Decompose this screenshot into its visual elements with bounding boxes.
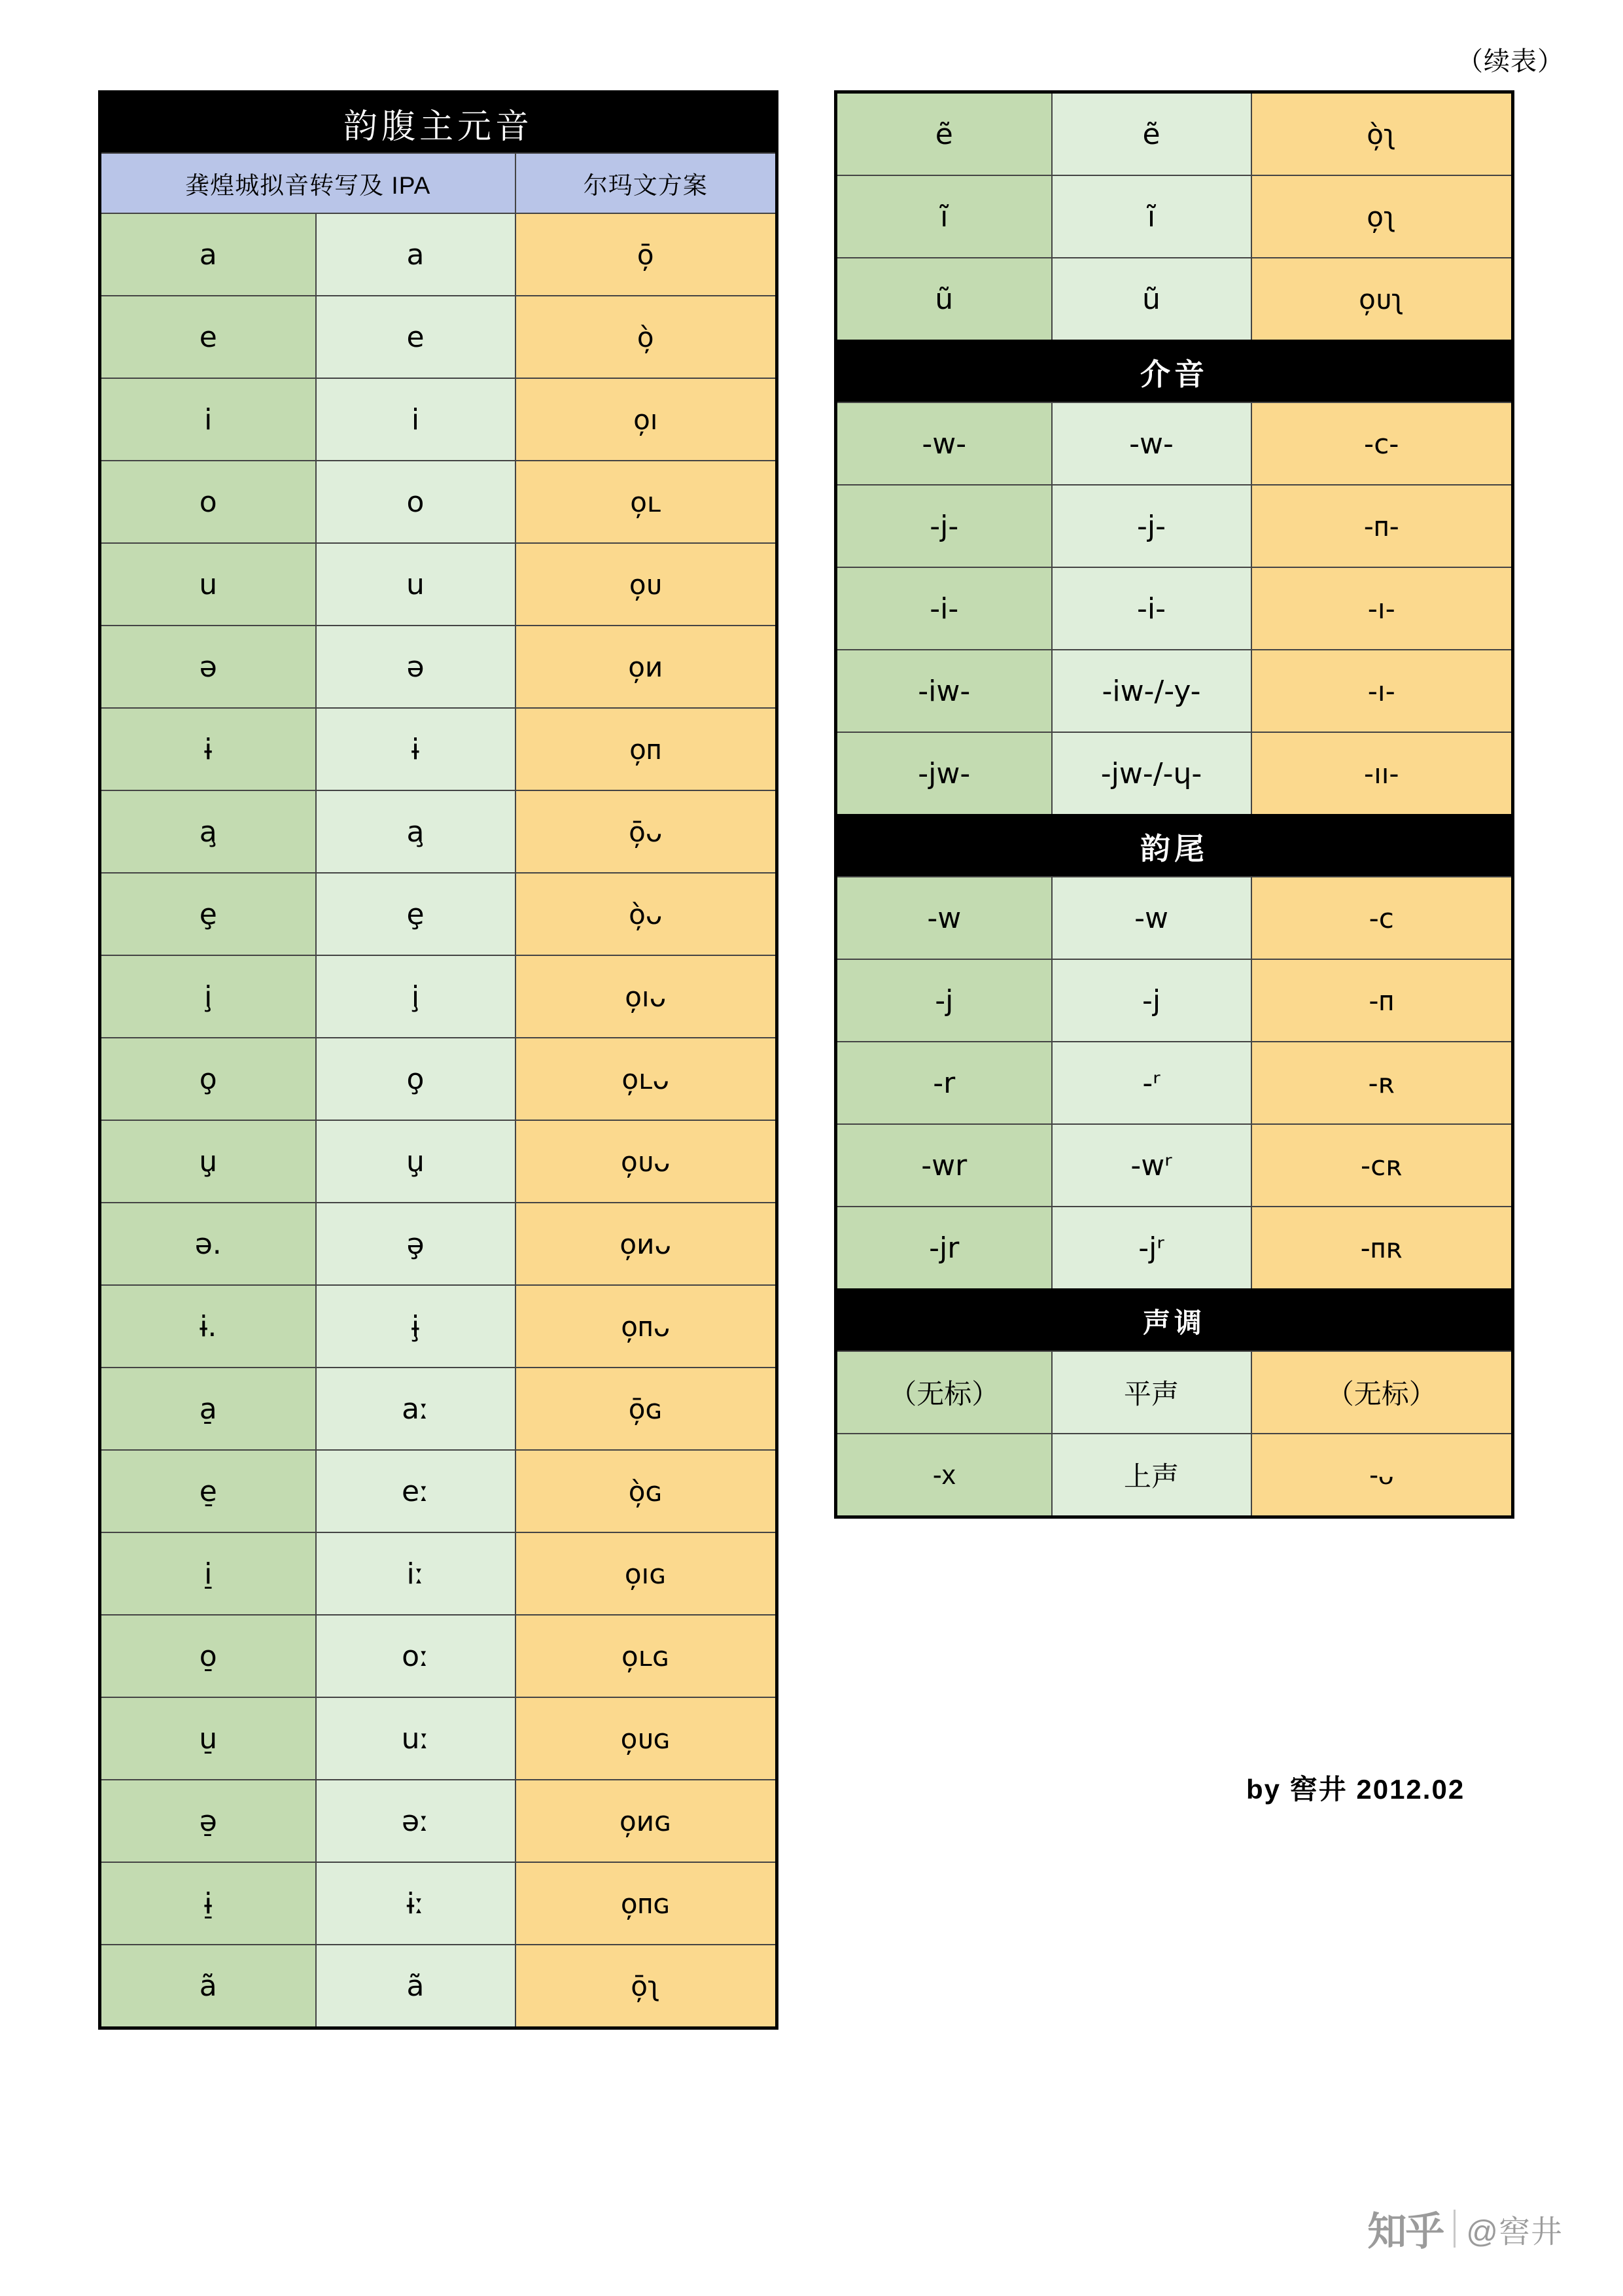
cell-ermawen: o̦ʟᴗ bbox=[515, 1038, 777, 1120]
cell-ipa: eː bbox=[316, 1450, 515, 1532]
table-row bbox=[100, 1038, 777, 1120]
cell-ipa: ɨ bbox=[316, 708, 515, 790]
cell-ipa: ẽ bbox=[1052, 92, 1251, 176]
cell-transliteration: ə. bbox=[100, 1203, 316, 1285]
table-row bbox=[100, 1532, 777, 1615]
cell-ermawen: o̦ʟ bbox=[515, 461, 777, 543]
table-row bbox=[100, 873, 777, 955]
cell-ipa: i bbox=[316, 378, 515, 461]
cell-transliteration: ə̠ bbox=[100, 1780, 316, 1862]
cell-ipa: ə bbox=[316, 626, 515, 708]
tone-title: 声调 bbox=[836, 1290, 1513, 1352]
cell-transliteration: i̧ bbox=[100, 955, 316, 1038]
cell-ermawen: ò̦ bbox=[515, 296, 777, 378]
table-row bbox=[836, 92, 1513, 176]
table-row bbox=[836, 1207, 1513, 1290]
table-row bbox=[100, 378, 777, 461]
cell-ermawen: -ʀ bbox=[1251, 1042, 1513, 1124]
cell-transliteration: ã bbox=[100, 1945, 316, 2028]
cell-transliteration: -j- bbox=[836, 485, 1052, 567]
cell-transliteration: -w bbox=[836, 877, 1052, 959]
table-row bbox=[100, 708, 777, 790]
cell-ermawen: -ᴨʀ bbox=[1251, 1207, 1513, 1290]
cell-ermawen: o̦ᴨ bbox=[515, 708, 777, 790]
cell-transliteration: ɨ̠ bbox=[100, 1862, 316, 1945]
cell-ipa: i̧ bbox=[316, 955, 515, 1038]
main-table-column-headers bbox=[100, 153, 777, 213]
table-row bbox=[100, 955, 777, 1038]
table-row bbox=[100, 1203, 777, 1285]
medial-section-header bbox=[836, 342, 1513, 403]
cell-ermawen: ò̦ᴗ bbox=[515, 873, 777, 955]
cell-transliteration: -iw- bbox=[836, 650, 1052, 732]
cell-ipa: uː bbox=[316, 1697, 515, 1780]
cell-transliteration: （无标） bbox=[836, 1351, 1052, 1434]
cell-ipa: -j bbox=[1052, 959, 1251, 1042]
cell-ipa: əː bbox=[316, 1780, 515, 1862]
cell-ipa: ĩ bbox=[1052, 175, 1251, 258]
cell-transliteration: ɨ. bbox=[100, 1285, 316, 1368]
cell-ipa: ɨː bbox=[316, 1862, 515, 1945]
author-signature: by 窖井 2012.02 bbox=[1246, 1774, 1465, 1805]
cell-transliteration: ə bbox=[100, 626, 316, 708]
cell-ipa: ɨ̧ bbox=[316, 1285, 515, 1368]
cell-transliteration: -w- bbox=[836, 402, 1052, 485]
column-header-translit-ipa: 龚煌城拟音转写及 IPA bbox=[100, 153, 515, 213]
cell-transliteration: ẽ bbox=[836, 92, 1052, 176]
main-table-section-header bbox=[100, 92, 777, 154]
cell-transliteration: i̠ bbox=[100, 1532, 316, 1615]
table-row bbox=[836, 1124, 1513, 1207]
cell-ermawen: o̦ᴜʅ bbox=[1251, 258, 1513, 342]
cell-ipa: -w bbox=[1052, 877, 1251, 959]
cell-ipa: ã bbox=[316, 1945, 515, 2028]
cell-ermawen: o̦ᴨɢ bbox=[515, 1862, 777, 1945]
cell-ipa: -ʳ bbox=[1052, 1042, 1251, 1124]
cell-ipa: ə̧ bbox=[316, 1203, 515, 1285]
cell-transliteration: -jw- bbox=[836, 732, 1052, 816]
cell-ermawen: ò̦ɢ bbox=[515, 1450, 777, 1532]
cell-transliteration: ȩ bbox=[100, 873, 316, 955]
table-row bbox=[100, 461, 777, 543]
cell-ipa: -i- bbox=[1052, 567, 1251, 650]
cell-ermawen: o̦ᴜɢ bbox=[515, 1697, 777, 1780]
cell-ermawen: o̦ᴨᴗ bbox=[515, 1285, 777, 1368]
medial-table bbox=[834, 340, 1514, 817]
cell-ermawen: o̦ıɢ bbox=[515, 1532, 777, 1615]
table-row bbox=[100, 1285, 777, 1368]
cell-ermawen: ò̦ʅ bbox=[1251, 92, 1513, 176]
cell-ermawen: -ᴄʀ bbox=[1251, 1124, 1513, 1207]
cell-ipa: -iw-/-y- bbox=[1052, 650, 1251, 732]
cell-ermawen: -ᴨ bbox=[1251, 959, 1513, 1042]
cell-ermawen: -ᴗ bbox=[1251, 1434, 1513, 1517]
cell-transliteration: i bbox=[100, 378, 316, 461]
table-row bbox=[836, 258, 1513, 342]
main-table-title: 韵腹主元音 bbox=[100, 92, 777, 154]
cell-ipa: o bbox=[316, 461, 515, 543]
cell-transliteration: -r bbox=[836, 1042, 1052, 1124]
table-row bbox=[100, 1780, 777, 1862]
table-row bbox=[100, 1615, 777, 1697]
table-row bbox=[836, 402, 1513, 485]
table-row bbox=[836, 959, 1513, 1042]
table-row bbox=[836, 650, 1513, 732]
tone-table bbox=[834, 1288, 1514, 1519]
cell-ipa: u bbox=[316, 543, 515, 626]
table-row bbox=[836, 732, 1513, 816]
zhihu-logo: 知乎 bbox=[1367, 2210, 1444, 2253]
cell-ipa: iː bbox=[316, 1532, 515, 1615]
table-row bbox=[100, 213, 777, 296]
cell-transliteration: o̠ bbox=[100, 1615, 316, 1697]
cell-ermawen: （无标） bbox=[1251, 1351, 1513, 1434]
cell-ermawen: o̦ᴎɢ bbox=[515, 1780, 777, 1862]
cell-ermawen: -ᴄ- bbox=[1251, 402, 1513, 485]
table-row bbox=[100, 1945, 777, 2028]
cell-ermawen: -ı- bbox=[1251, 567, 1513, 650]
cell-transliteration: -j bbox=[836, 959, 1052, 1042]
table-row bbox=[100, 1697, 777, 1780]
column-header-ermawen: 尔玛文方案 bbox=[515, 153, 777, 213]
table-row bbox=[836, 877, 1513, 959]
watermark-handle: @窖井 bbox=[1466, 2214, 1563, 2250]
table-row bbox=[100, 1368, 777, 1450]
cell-transliteration: a̧ bbox=[100, 790, 316, 873]
cell-transliteration: ũ bbox=[836, 258, 1052, 342]
cell-ipa: -wʳ bbox=[1052, 1124, 1251, 1207]
cell-ipa: o̧ bbox=[316, 1038, 515, 1120]
cell-ermawen: -ıı- bbox=[1251, 732, 1513, 816]
cell-ipa: -jw-/-ɥ- bbox=[1052, 732, 1251, 816]
cell-transliteration: a̠ bbox=[100, 1368, 316, 1450]
cell-transliteration: -x bbox=[836, 1434, 1052, 1517]
cell-transliteration: -jr bbox=[836, 1207, 1052, 1290]
cell-ipa: aː bbox=[316, 1368, 515, 1450]
continued-table-note: （续表） bbox=[1457, 47, 1564, 76]
cell-ipa: -j- bbox=[1052, 485, 1251, 567]
table-row bbox=[836, 1434, 1513, 1517]
cell-transliteration: -wr bbox=[836, 1124, 1052, 1207]
nasal-vowels-continued-table bbox=[834, 90, 1514, 343]
watermark-divider bbox=[1454, 2210, 1456, 2248]
cell-transliteration: o̧ bbox=[100, 1038, 316, 1120]
cell-transliteration: u̠ bbox=[100, 1697, 316, 1780]
medial-title: 介音 bbox=[836, 342, 1513, 403]
cell-transliteration: a bbox=[100, 213, 316, 296]
coda-section-header bbox=[836, 816, 1513, 877]
table-row bbox=[100, 1450, 777, 1532]
cell-ermawen: o̦ᴎᴗ bbox=[515, 1203, 777, 1285]
cell-ipa: -w- bbox=[1052, 402, 1251, 485]
cell-ermawen: ō̦ᴗ bbox=[515, 790, 777, 873]
cell-ermawen: o̦ᴜ bbox=[515, 543, 777, 626]
table-row bbox=[100, 1862, 777, 1945]
cell-ipa: ũ bbox=[1052, 258, 1251, 342]
cell-ipa: u̧ bbox=[316, 1120, 515, 1203]
table-row bbox=[100, 790, 777, 873]
cell-ipa: a̧ bbox=[316, 790, 515, 873]
table-row bbox=[836, 567, 1513, 650]
table-row bbox=[100, 1120, 777, 1203]
cell-transliteration: u̧ bbox=[100, 1120, 316, 1203]
cell-ermawen: -ᴨ- bbox=[1251, 485, 1513, 567]
table-row bbox=[836, 485, 1513, 567]
cell-ipa: e bbox=[316, 296, 515, 378]
table-row bbox=[100, 543, 777, 626]
cell-ipa: 上声 bbox=[1052, 1434, 1251, 1517]
tone-section-header bbox=[836, 1290, 1513, 1352]
cell-transliteration: u bbox=[100, 543, 316, 626]
table-row bbox=[100, 626, 777, 708]
cell-ipa: a bbox=[316, 213, 515, 296]
cell-ipa: oː bbox=[316, 1615, 515, 1697]
cell-ermawen: o̦ᴎ bbox=[515, 626, 777, 708]
cell-transliteration: ɨ bbox=[100, 708, 316, 790]
cell-ermawen: ō̦ʅ bbox=[515, 1945, 777, 2028]
cell-ermawen: o̦ʟɢ bbox=[515, 1615, 777, 1697]
cell-ipa: -jʳ bbox=[1052, 1207, 1251, 1290]
main-vowel-table bbox=[98, 90, 778, 2030]
cell-ermawen: o̦ᴜᴗ bbox=[515, 1120, 777, 1203]
cell-transliteration: e bbox=[100, 296, 316, 378]
cell-transliteration: -i- bbox=[836, 567, 1052, 650]
cell-ermawen: ō̦ bbox=[515, 213, 777, 296]
table-row bbox=[836, 1351, 1513, 1434]
cell-transliteration: e̠ bbox=[100, 1450, 316, 1532]
coda-table bbox=[834, 814, 1514, 1292]
cell-ermawen: o̦ʅ bbox=[1251, 175, 1513, 258]
cell-ermawen: -ᴄ bbox=[1251, 877, 1513, 959]
cell-ermawen: o̦ı bbox=[515, 378, 777, 461]
cell-transliteration: ĩ bbox=[836, 175, 1052, 258]
coda-title: 韵尾 bbox=[836, 816, 1513, 877]
cell-transliteration: o bbox=[100, 461, 316, 543]
cell-ermawen: o̦ıᴗ bbox=[515, 955, 777, 1038]
right-column-tables bbox=[834, 90, 1511, 1519]
table-row bbox=[100, 296, 777, 378]
cell-ermawen: -ı- bbox=[1251, 650, 1513, 732]
table-row bbox=[836, 1042, 1513, 1124]
watermark bbox=[1367, 2200, 1563, 2257]
cell-ermawen: ō̦ɢ bbox=[515, 1368, 777, 1450]
table-row bbox=[836, 175, 1513, 258]
cell-ipa: 平声 bbox=[1052, 1351, 1251, 1434]
cell-ipa: ȩ bbox=[316, 873, 515, 955]
